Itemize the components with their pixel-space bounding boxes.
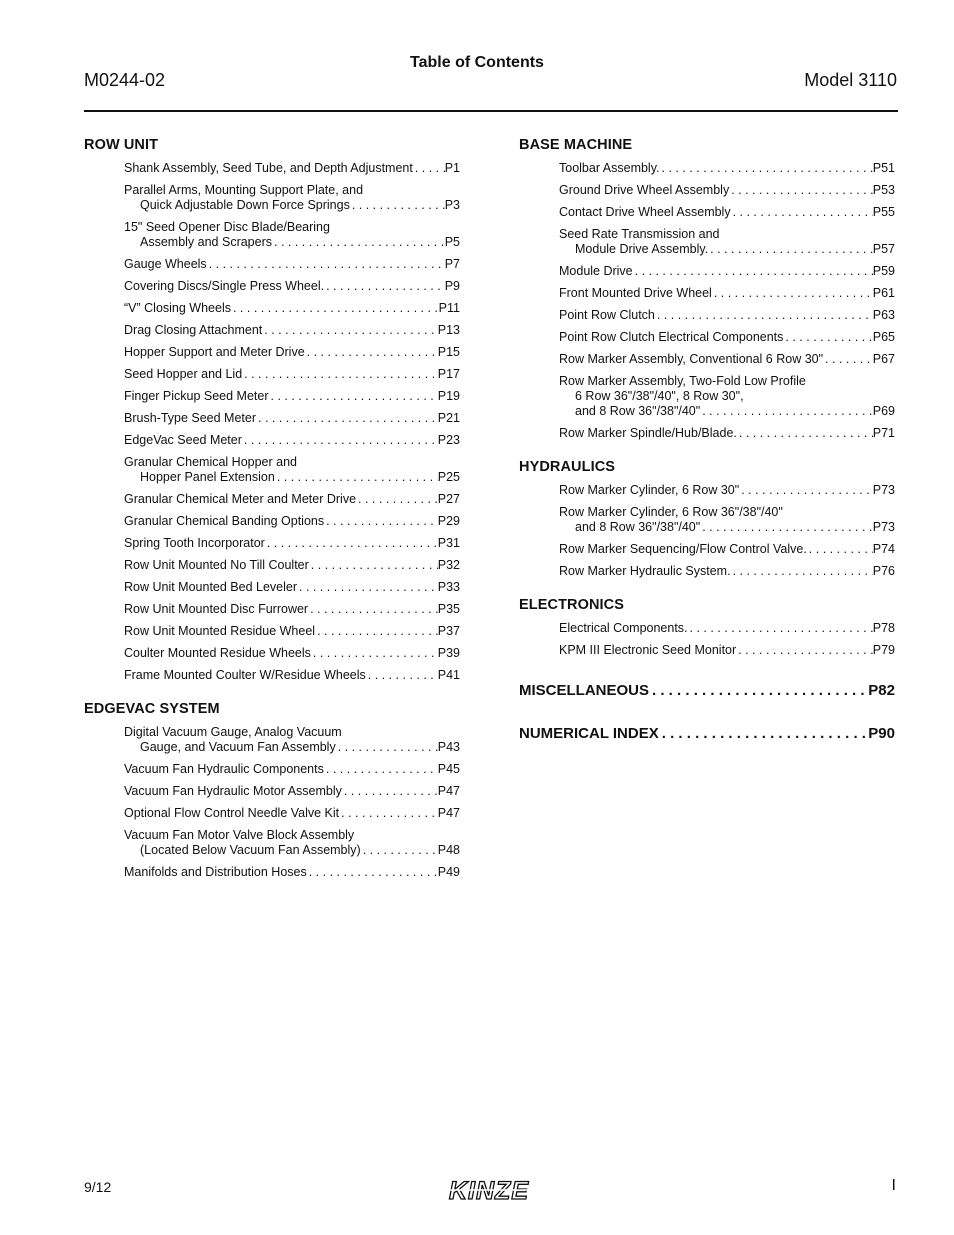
toc-page-ref: P19 xyxy=(437,389,460,403)
toc-page-ref: P55 xyxy=(872,205,895,219)
toc-entry-title: Hopper Panel Extension xyxy=(140,470,275,484)
toc-page-ref: P33 xyxy=(437,580,460,594)
toc-entry-title: Shank Assembly, Seed Tube, and Depth Adjustment xyxy=(124,161,413,175)
dot-leader xyxy=(265,536,438,551)
toc-page-ref: P23 xyxy=(437,433,460,447)
toc-page-ref: P71 xyxy=(872,426,895,440)
toc-page-ref: P35 xyxy=(437,602,460,616)
toc-entry[interactable] xyxy=(84,389,460,404)
toc-entry-title: Electrical Components. xyxy=(559,621,688,635)
section-heading: ROW UNIT xyxy=(84,137,159,153)
toc-entry-title: Ground Drive Wheel Assembly xyxy=(559,183,730,197)
toc-page-ref: P17 xyxy=(437,367,460,381)
toc-entry[interactable] xyxy=(84,646,460,661)
toc-entry-title: Seed Hopper and Lid xyxy=(124,367,243,381)
dot-leader xyxy=(783,330,872,345)
toc-page-ref: P79 xyxy=(872,643,895,657)
dot-leader xyxy=(275,470,438,485)
toc-entry-text: 15" Seed Opener Disc Blade/Bearing xyxy=(124,220,330,234)
toc-entry[interactable] xyxy=(519,227,895,257)
logo-text: KINZE xyxy=(449,1177,529,1204)
toc-section xyxy=(519,459,895,579)
toc-entry[interactable] xyxy=(84,257,460,272)
toc-page-ref: P48 xyxy=(437,843,460,857)
toc-page-ref: P13 xyxy=(437,323,460,337)
dot-leader xyxy=(356,492,438,507)
toc-entry-title: Row Marker Spindle/Hub/Blade. xyxy=(559,426,737,440)
dot-leader xyxy=(413,161,445,176)
toc-entry-title: Coulter Mounted Residue Wheels xyxy=(124,646,311,660)
dot-leader xyxy=(729,183,873,198)
right-column xyxy=(519,137,895,768)
toc-entry[interactable] xyxy=(84,279,460,294)
toc-page-ref: P69 xyxy=(872,404,895,418)
toc-page-ref: P73 xyxy=(872,520,895,534)
toc-entry[interactable] xyxy=(519,264,895,279)
toc-entry[interactable] xyxy=(84,762,460,777)
toc-entry-text: Digital Vacuum Gauge, Analog Vacuum xyxy=(124,725,342,739)
toc-entry-title: Row Unit Mounted No Till Coulter xyxy=(124,558,309,572)
toc-page-ref: P9 xyxy=(444,279,460,293)
toc-entry-title: Optional Flow Control Needle Valve Kit xyxy=(124,806,340,820)
toc-entry-text: Parallel Arms, Mounting Support Plate, and xyxy=(124,183,364,197)
dot-leader xyxy=(307,865,438,880)
dot-leader xyxy=(336,740,438,755)
page-title: Table of Contents xyxy=(410,54,544,71)
toc-page-ref: P37 xyxy=(437,624,460,638)
toc-entry-title: and 8 Row 36"/38"/40" xyxy=(575,520,701,534)
toc-page-ref: P49 xyxy=(437,865,460,879)
toc-page-ref: P39 xyxy=(437,646,460,660)
toc-entry[interactable] xyxy=(84,580,460,595)
toc-entry[interactable] xyxy=(84,183,460,213)
toc-entry-text: Granular Chemical Hopper and xyxy=(124,455,298,469)
dot-leader xyxy=(350,198,445,213)
dot-leader xyxy=(242,367,438,382)
toc-section xyxy=(519,597,895,658)
toc-entry-title: Brush-Type Seed Meter xyxy=(124,411,257,425)
dot-leader xyxy=(366,668,438,683)
toc-entry-title: Front Mounted Drive Wheel xyxy=(559,286,712,300)
toc-entry-text: 6 Row 36"/38"/40", 8 Row 30", xyxy=(575,389,744,403)
toc-entry-title: Module Drive xyxy=(559,264,633,278)
toc-entry[interactable] xyxy=(84,828,460,858)
toc-page-ref: P63 xyxy=(872,308,895,322)
toc-entry-title: Toolbar Assembly. xyxy=(559,161,660,175)
toc-page-ref: P47 xyxy=(437,784,460,798)
dot-leader xyxy=(262,323,437,338)
toc-page-ref: P43 xyxy=(437,740,460,754)
toc-page-ref: P5 xyxy=(444,235,460,249)
toc-page-ref: P47 xyxy=(437,806,460,820)
major-entry-page: P82 xyxy=(868,682,895,699)
dot-leader xyxy=(311,646,438,661)
toc-entry-title: Quick Adjustable Down Force Springs xyxy=(140,198,350,212)
toc-entry-text: Seed Rate Transmission and xyxy=(559,227,720,241)
dot-leader xyxy=(731,205,873,220)
toc-entry-title: Manifolds and Distribution Hoses xyxy=(124,865,307,879)
model-name: Model 3110 xyxy=(804,70,897,90)
document-number: M0244-02 xyxy=(84,70,166,90)
toc-page-ref: P61 xyxy=(872,286,895,300)
toc-entry-text: Vacuum Fan Motor Valve Block Assembly xyxy=(124,828,355,842)
toc-entry-title: (Located Below Vacuum Fan Assembly) xyxy=(140,843,361,857)
toc-page-ref: P31 xyxy=(437,536,460,550)
dot-leader xyxy=(324,762,438,777)
toc-entry[interactable] xyxy=(519,483,895,498)
dot-leader xyxy=(736,643,873,658)
dot-leader xyxy=(308,602,438,617)
toc-entry-title: Granular Chemical Meter and Meter Drive xyxy=(124,492,357,506)
toc-entry[interactable] xyxy=(84,161,460,176)
toc-entry[interactable] xyxy=(84,301,460,316)
toc-entry[interactable] xyxy=(84,514,460,529)
toc-page-ref: P29 xyxy=(437,514,460,528)
section-heading: ELECTRONICS xyxy=(519,597,625,613)
toc-entry-text: Row Marker Cylinder, 6 Row 36"/38"/40" xyxy=(559,505,783,519)
dot-leader xyxy=(242,433,438,448)
toc-entry[interactable] xyxy=(84,455,460,485)
dot-leader xyxy=(633,264,873,279)
toc-major-entry[interactable] xyxy=(519,682,895,699)
toc-entry-title: Row Unit Mounted Disc Furrower xyxy=(124,602,309,616)
toc-page-ref: P25 xyxy=(437,470,460,484)
toc-entry-title: Hopper Support and Meter Drive xyxy=(124,345,305,359)
dot-leader xyxy=(700,404,873,419)
dot-leader xyxy=(269,389,438,404)
toc-entry[interactable] xyxy=(84,602,460,617)
toc-entry-title: Row Unit Mounted Bed Leveler xyxy=(124,580,298,594)
toc-page-ref: P27 xyxy=(437,492,460,506)
toc-entry[interactable] xyxy=(84,725,460,755)
toc-entry[interactable] xyxy=(84,784,460,799)
toc-entry[interactable] xyxy=(519,542,895,557)
toc-page-ref: P7 xyxy=(444,257,460,271)
toc-entry[interactable] xyxy=(519,621,895,636)
toc-entry-title: Row Unit Mounted Residue Wheel xyxy=(124,624,316,638)
toc-entry-title: KPM III Electronic Seed Monitor xyxy=(559,643,737,657)
toc-entry-title: Assembly and Scrapers xyxy=(140,235,273,249)
page-number: I xyxy=(891,1177,896,1194)
toc-entry-title: Row Marker Assembly, Conventional 6 Row 30" xyxy=(559,352,824,366)
toc-entry-title: Row Marker Sequencing/Flow Control Valve. xyxy=(559,542,807,556)
toc-page-ref: P41 xyxy=(437,668,460,682)
toc-entry-title: Vacuum Fan Hydraulic Components xyxy=(124,762,324,776)
toc-section xyxy=(84,701,460,880)
dot-leader xyxy=(324,514,438,529)
dot-leader xyxy=(231,301,439,316)
toc-entry[interactable] xyxy=(84,367,460,382)
major-entry-title: NUMERICAL INDEX xyxy=(519,725,659,742)
major-entry-title: MISCELLANEOUS xyxy=(519,682,650,699)
dot-leader xyxy=(297,580,438,595)
dot-leader xyxy=(649,682,868,699)
toc-page-ref: P57 xyxy=(872,242,895,256)
toc-entry[interactable] xyxy=(84,668,460,683)
toc-entry[interactable] xyxy=(519,205,895,220)
toc-page-ref: P3 xyxy=(444,198,460,212)
toc-entry[interactable] xyxy=(84,220,460,250)
toc-entry-title: Point Row Clutch xyxy=(559,308,655,322)
toc-entry[interactable] xyxy=(519,308,895,323)
dot-leader xyxy=(207,257,445,272)
toc-entry-title: Row Marker Hydraulic System. xyxy=(559,564,731,578)
toc-entry-title: “V” Closing Wheels xyxy=(124,301,231,315)
dot-leader xyxy=(324,279,445,294)
dot-leader xyxy=(823,352,873,367)
dot-leader xyxy=(361,843,438,858)
toc-entry[interactable] xyxy=(519,643,895,658)
toc-page-ref: P45 xyxy=(437,762,460,776)
dot-leader xyxy=(659,725,869,742)
toc-entry[interactable] xyxy=(84,411,460,426)
toc-page-ref: P51 xyxy=(872,161,895,175)
toc-entry[interactable] xyxy=(84,865,460,880)
toc-entry-title: Spring Tooth Incorporator xyxy=(124,536,265,550)
toc-entry[interactable] xyxy=(519,374,895,419)
toc-page-ref: P11 xyxy=(438,301,460,315)
toc-entry[interactable] xyxy=(519,161,895,176)
toc-page-ref: P1 xyxy=(444,161,460,175)
dot-leader xyxy=(339,806,438,821)
toc-entry-title: Point Row Clutch Electrical Components xyxy=(559,330,784,344)
toc-entry-title: and 8 Row 36"/38"/40" xyxy=(575,404,701,418)
dot-leader xyxy=(655,308,873,323)
dot-leader xyxy=(737,426,873,441)
toc-section xyxy=(84,137,460,683)
toc-page-ref: P78 xyxy=(872,621,895,635)
dot-leader xyxy=(309,558,438,573)
dot-leader xyxy=(712,286,873,301)
toc-entry[interactable] xyxy=(84,624,460,639)
dot-leader xyxy=(256,411,438,426)
dot-leader xyxy=(739,483,873,498)
toc-page-ref: P15 xyxy=(437,345,460,359)
dot-leader xyxy=(708,242,873,257)
toc-page-ref: P53 xyxy=(872,183,895,197)
toc-entry[interactable] xyxy=(519,505,895,535)
toc-entry-title: Row Marker Cylinder, 6 Row 30" xyxy=(559,483,740,497)
footer-date: 9/12 xyxy=(84,1179,112,1195)
toc-page-ref: P21 xyxy=(437,411,460,425)
toc-entry[interactable] xyxy=(84,806,460,821)
dot-leader xyxy=(807,542,873,557)
toc-entry[interactable] xyxy=(84,433,460,448)
toc-entry[interactable] xyxy=(519,352,895,367)
dot-leader xyxy=(700,520,873,535)
toc-major-entry[interactable] xyxy=(519,725,895,742)
dot-leader xyxy=(342,784,438,799)
toc-page-ref: P76 xyxy=(872,564,895,578)
toc-entry-title: Finger Pickup Seed Meter xyxy=(124,389,269,403)
toc-page-ref: P73 xyxy=(872,483,895,497)
dot-leader xyxy=(731,564,873,579)
toc-entry-text: Row Marker Assembly, Two-Fold Low Profile xyxy=(559,374,806,388)
toc-section xyxy=(519,137,895,441)
left-column xyxy=(84,137,460,898)
section-heading: HYDRAULICS xyxy=(519,459,616,475)
dot-leader xyxy=(272,235,445,250)
toc-page-ref: P65 xyxy=(872,330,895,344)
toc-entry-title: Granular Chemical Banding Options xyxy=(124,514,325,528)
kinze-logo xyxy=(430,1176,548,1204)
toc-entry[interactable] xyxy=(84,345,460,360)
toc-entry-title: Contact Drive Wheel Assembly xyxy=(559,205,731,219)
toc-entry-title: Drag Closing Attachment xyxy=(124,323,263,337)
header-divider xyxy=(84,110,898,112)
toc-page-ref: P74 xyxy=(872,542,895,556)
toc-entry[interactable] xyxy=(84,323,460,338)
toc-entry-title: Vacuum Fan Hydraulic Motor Assembly xyxy=(124,784,342,798)
toc-entry[interactable] xyxy=(84,492,460,507)
dot-leader xyxy=(688,621,873,636)
toc-entry-title: Gauge, and Vacuum Fan Assembly xyxy=(140,740,336,754)
section-heading: BASE MACHINE xyxy=(519,137,633,153)
toc-entry-title: EdgeVac Seed Meter xyxy=(124,433,242,447)
toc-entry[interactable] xyxy=(519,564,895,579)
toc-page-ref: P59 xyxy=(872,264,895,278)
section-heading: EDGEVAC SYSTEM xyxy=(84,701,220,717)
major-entry-page: P90 xyxy=(868,725,895,742)
dot-leader xyxy=(660,161,873,176)
toc-entry[interactable] xyxy=(519,330,895,345)
toc-entry-title: Covering Discs/Single Press Wheel. xyxy=(124,279,325,293)
toc-entry[interactable] xyxy=(519,183,895,198)
dot-leader xyxy=(305,345,438,360)
toc-entry[interactable] xyxy=(84,536,460,551)
toc-entry[interactable] xyxy=(519,286,895,301)
toc-entry[interactable] xyxy=(84,558,460,573)
toc-page-ref: P67 xyxy=(872,352,895,366)
toc-entry-title: Frame Mounted Coulter W/Residue Wheels xyxy=(124,668,366,682)
toc-entry-title: Gauge Wheels xyxy=(124,257,207,271)
dot-leader xyxy=(315,624,438,639)
toc-entry-title: Module Drive Assembly. xyxy=(575,242,709,256)
toc-page-ref: P32 xyxy=(437,558,460,572)
toc-entry[interactable] xyxy=(519,426,895,441)
